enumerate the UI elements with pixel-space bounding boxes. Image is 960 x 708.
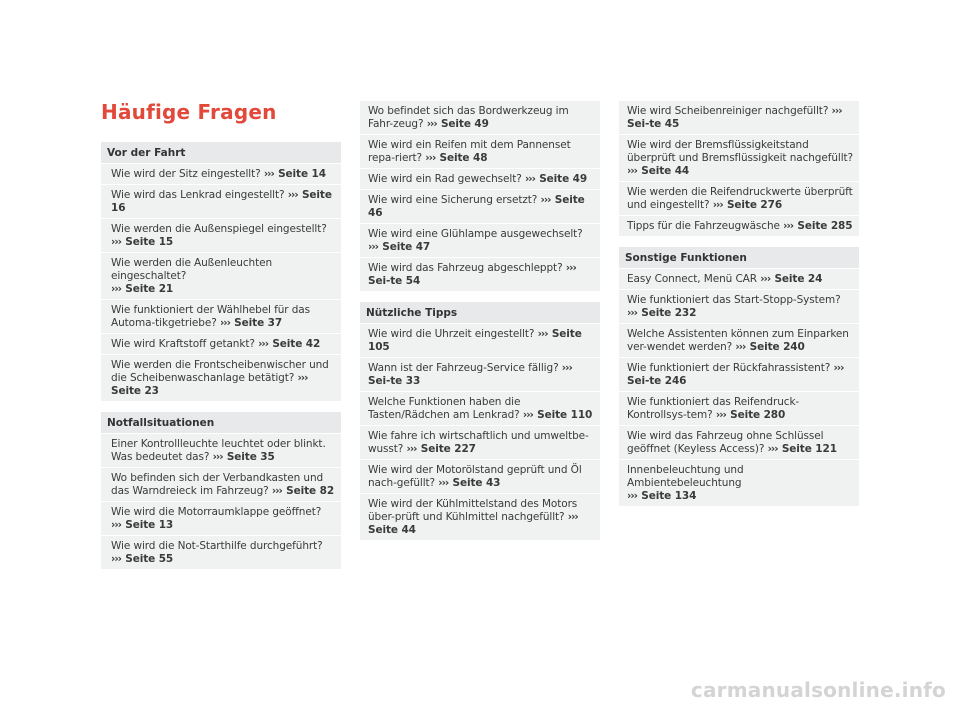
faq-item[interactable] [360,358,600,391]
arrow-icon: ››› [783,220,794,232]
arrow-icon: ››› [111,519,121,531]
faq-item[interactable] [101,468,341,501]
faq-text: Wie wird eine Sicherung ersetzt? [368,194,538,206]
faq-text: Wie fahre ich wirtschaftlich und umweltbe-wusst? [368,430,589,455]
faq-item[interactable] [619,426,859,459]
section-sonstige-funktionen [619,247,859,506]
page-reference-link[interactable]: Seite 42 [272,338,321,350]
page-reference-link[interactable]: Seite 37 [234,317,283,329]
section-continued-notfall [360,101,600,291]
faq-text: Wie wird der Motorölstand geprüft und Öl nach-gefüllt? [368,464,582,489]
page-reference-link[interactable]: Seite 21 [125,283,174,295]
section-header: Vor der Fahrt [101,142,341,163]
arrow-icon: ››› [111,283,121,295]
faq-text: Wie wird das Lenkrad eingestellt? [111,189,285,201]
faq-item[interactable] [360,494,600,540]
arrow-icon: ››› [715,409,726,421]
arrow-icon: ››› [522,409,533,421]
page-reference-link[interactable]: Seite 15 [125,236,174,248]
arrow-icon: ››› [760,273,771,285]
faq-text: Wie funktioniert der Wählhebel für das Automa-tikgetriebe? [111,304,310,329]
faq-item[interactable] [101,253,341,299]
page-reference-link[interactable]: Seite 16 [111,189,332,214]
page-title: Häufige Fragen [101,100,277,124]
page-reference-link[interactable]: Sei-te 246 [627,375,687,387]
faq-item[interactable] [619,290,859,323]
faq-text: Wie wird ein Rad gewechselt? [368,173,522,185]
section-header: Nützliche Tipps [360,302,600,323]
faq-text: Wie werden die Außenspiegel eingestellt? [111,223,327,235]
faq-item[interactable] [360,460,600,493]
faq-text: Easy Connect, Menü CAR [627,273,757,285]
section-continued-tipps [619,101,859,236]
faq-item[interactable] [619,101,859,134]
page-reference-link[interactable]: Seite 280 [730,409,786,421]
faq-text: Wie funktioniert das Reifendruck-Kontrollsys-tem? [627,396,800,421]
faq-text: Wie wird der Kühlmittelstand des Motors über-prüft und Kühlmittel nachgefüllt? [368,498,578,523]
arrow-icon: ››› [111,553,121,565]
arrow-icon: ››› [524,173,535,185]
section-nuetzliche-tipps [360,302,600,540]
faq-item[interactable] [360,190,600,223]
arrow-icon: ››› [425,152,436,164]
faq-item[interactable] [101,502,341,535]
page-reference-link[interactable]: Seite 232 [641,307,697,319]
page-reference-link[interactable]: Seite 49 [440,118,489,130]
faq-item[interactable] [360,258,600,291]
faq-text: Wie wird Scheibenreiniger nachgefüllt? [627,105,829,117]
faq-text: Wie wird die Motorraumklappe geöffnet? [111,506,322,518]
arrow-icon: ››› [438,477,449,489]
faq-item[interactable] [101,334,341,354]
faq-text: Wie wird der Bremsflüssigkeitstand überprüft und Bremsflüssigkeit nachgefüllt? [627,139,854,164]
arrow-icon: ››› [627,307,637,319]
faq-item[interactable] [619,135,859,181]
faq-item[interactable] [101,219,341,252]
faq-item[interactable] [619,324,859,357]
arrow-icon: ››› [297,372,308,384]
arrow-icon: ››› [263,168,274,180]
page-reference-link[interactable]: Seite 43 [452,477,501,489]
page-reference-link[interactable]: Seite 44 [641,165,690,177]
faq-item[interactable] [360,392,600,425]
faq-item[interactable] [360,426,600,459]
arrow-icon: ››› [833,362,844,374]
faq-text: Wie wird Kraftstoff getankt? [111,338,255,350]
page-reference-link[interactable]: Seite 105 [368,328,582,353]
faq-text: Wie werden die Reifendruckwerte überprüft und eingestellt? [627,186,853,211]
page-reference-link[interactable]: Seite 227 [420,443,476,455]
faq-item[interactable] [360,135,600,168]
faq-item[interactable] [619,358,859,391]
page-reference-link[interactable]: Seite 134 [641,490,697,502]
faq-text: Wie wird eine Glühlampe ausgewechselt? [368,228,583,240]
faq-text: Wie wird der Sitz eingestellt? [111,168,261,180]
column-1 [101,142,341,580]
faq-text: Wo befinden sich der Verbandkasten und das Warndreieck im Fahrzeug? [111,472,324,497]
faq-item[interactable] [101,164,341,184]
arrow-icon: ››› [831,105,842,117]
faq-text: Wann ist der Fahrzeug-Service fällig? [368,362,559,374]
page-reference-link[interactable]: Seite 240 [749,341,805,353]
page-reference-link[interactable]: Seite 47 [382,241,431,253]
faq-text: Innenbeleuchtung und Ambientebeleuchtung [627,464,744,489]
watermark: carmanualsonline.info [690,678,946,702]
faq-item[interactable] [101,536,341,569]
arrow-icon: ››› [537,328,548,340]
page-reference-link[interactable]: Seite 35 [226,451,275,463]
faq-item[interactable] [619,216,859,236]
arrow-icon: ››› [426,118,437,130]
faq-text: Welche Funktionen haben die Tasten/Rädchen am Lenkrad? [368,396,521,421]
faq-item[interactable] [101,434,341,467]
column-3 [619,101,859,517]
faq-text: Wo befindet sich das Bordwerkzeug im Fahr-zeug? [368,105,569,130]
page-reference-link[interactable]: Seite 46 [368,194,585,219]
arrow-icon: ››› [258,338,269,350]
arrow-icon: ››› [565,262,576,274]
arrow-icon: ››› [406,443,417,455]
section-header: Sonstige Funktionen [619,247,859,268]
section-notfallsituationen [101,412,341,569]
arrow-icon: ››› [368,241,378,253]
faq-text: Wie funktioniert das Start-Stopp-System? [627,294,841,306]
page-reference-link[interactable]: Sei-te 33 [368,375,421,387]
page-reference-link[interactable]: Seite 82 [286,485,335,497]
section-header: Notfallsituationen [101,412,341,433]
faq-item[interactable] [619,460,859,506]
faq-text: Tipps für die Fahrzeugwäsche [627,220,780,232]
faq-item[interactable] [360,224,600,257]
page-reference-link[interactable]: Seite 285 [797,220,853,232]
faq-item[interactable] [619,392,859,425]
arrow-icon: ››› [767,443,778,455]
arrow-icon: ››› [561,362,572,374]
page-reference-link[interactable]: Seite 55 [125,553,174,565]
faq-text: Wie wird die Uhrzeit eingestellt? [368,328,535,340]
section-vor-der-fahrt [101,142,341,401]
faq-item[interactable] [619,182,859,215]
faq-text: Wie werden die Frontscheibenwischer und die Scheibenwaschanlage betätigt? [111,359,329,384]
faq-item[interactable] [360,101,600,134]
faq-item[interactable] [101,300,341,333]
page-reference-link[interactable]: Seite 14 [278,168,326,180]
faq-text: Einer Kontrollleuchte leuchtet oder blinkt. Was bedeutet das? [111,438,326,463]
faq-text: Wie wird das Fahrzeug abgeschleppt? [368,262,563,274]
faq-text: Wie werden die Außenleuchten eingeschaltet? [111,257,273,282]
page-reference-link[interactable]: Seite 110 [537,409,593,421]
page-reference-link[interactable]: Seite 13 [125,519,174,531]
faq-item[interactable] [360,169,600,189]
faq-text: Wie wird ein Reifen mit dem Pannenset repa-riert? [368,139,571,164]
page-reference-link[interactable]: Seite 24 [774,273,823,285]
faq-item[interactable] [101,355,341,401]
arrow-icon: ››› [627,490,637,502]
faq-text: Welche Assistenten können zum Einparken ver-wendet werden? [627,328,849,353]
page-reference-link[interactable]: Seite 23 [111,385,159,397]
arrow-icon: ››› [212,451,223,463]
page-reference-link[interactable]: Sei-te 54 [368,275,421,287]
arrow-icon: ››› [219,317,230,329]
page-reference-link[interactable]: Seite 48 [439,152,488,164]
faq-text: Wie wird die Not-Starthilfe durchgeführt? [111,540,323,552]
page-reference-link[interactable]: Seite 44 [368,524,416,536]
arrow-icon: ››› [111,236,121,248]
arrow-icon: ››› [567,511,578,523]
arrow-icon: ››› [712,199,723,211]
arrow-icon: ››› [627,165,637,177]
arrow-icon: ››› [735,341,746,353]
arrow-icon: ››› [271,485,282,497]
faq-item[interactable] [360,324,600,357]
faq-item[interactable] [101,185,341,218]
arrow-icon: ››› [287,189,298,201]
page-reference-link[interactable]: Sei-te 45 [627,118,680,130]
faq-text: Wie wird das Fahrzeug ohne Schlüssel geöffnet (Keyless Access)? [627,430,824,455]
page-reference-link[interactable]: Seite 121 [781,443,837,455]
page-reference-link[interactable]: Seite 49 [539,173,588,185]
arrow-icon: ››› [540,194,551,206]
faq-text: Wie funktioniert der Rückfahrassistent? [627,362,831,374]
faq-item[interactable] [619,269,859,289]
column-2 [360,101,600,551]
page-reference-link[interactable]: Seite 276 [726,199,783,211]
